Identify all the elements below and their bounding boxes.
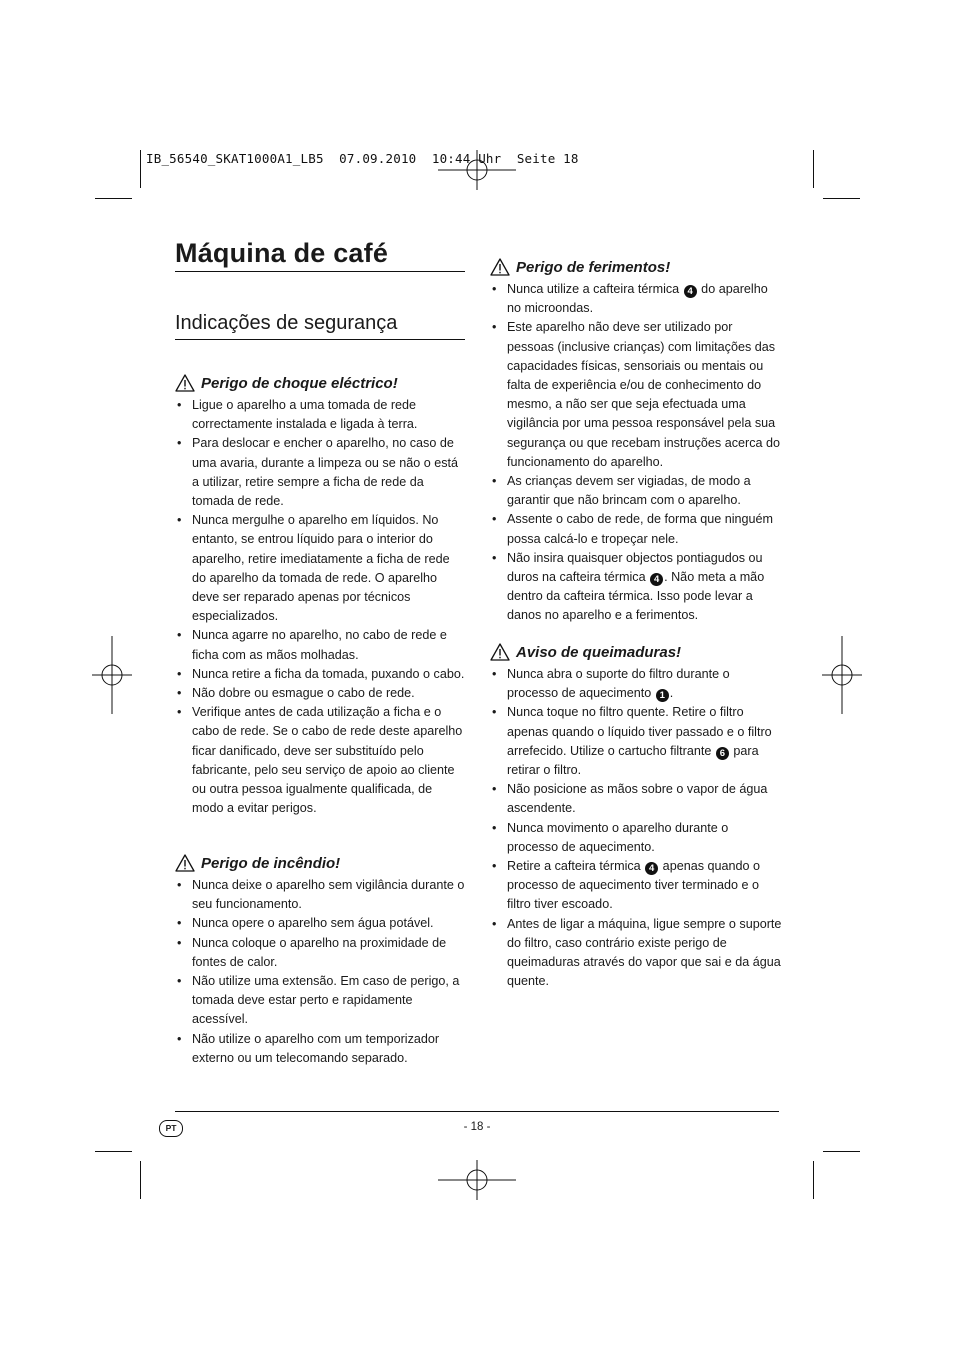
list-item: • Não posicione as mãos sobre o vapor de água ascendente. [490, 780, 782, 818]
print-header: IB_56540_SKAT1000A1_LB5 07.09.2010 10:44 Uhr Seite 18 [146, 151, 579, 166]
part-number-badge: 4 [645, 862, 658, 875]
list-item: • Nunca mergulhe o aparelho em líquidos. No entanto, se entrou líquido para o interior do aparelho, retire imediatamente a ficha de rede do aparelho da tomada de rede. O aparelho deve ser reparado apenas por técnicos especializados. [175, 511, 467, 626]
list-item: • Nunca agarre no aparelho, no cabo de rede e ficha com as mãos molhadas. [175, 626, 467, 664]
list-item: • Não utilize uma extensão. Em caso de perigo, a tomada deve estar perto e rapidamente acessível. [175, 972, 467, 1030]
list-fire [175, 876, 467, 1068]
registration-mark-bottom [438, 1160, 516, 1200]
subtitle-rule [175, 339, 465, 340]
section-title: Aviso de queimaduras! [516, 643, 682, 661]
list-item: • Nunca abra o suporte do filtro durante o processo de aquecimento 1 . [490, 665, 782, 703]
list-item: • Nunca deixe o aparelho sem vigilância durante o seu funcionamento. [175, 876, 467, 914]
warning-icon [175, 854, 195, 872]
list-item: • Não utilize o aparelho com um temporizador externo ou um telecomando separado. [175, 1030, 467, 1068]
list-electric-shock [175, 396, 467, 818]
footer-rule [175, 1111, 779, 1112]
part-number-badge: 1 [656, 689, 669, 702]
list-item: • Nunca retire a ficha da tomada, puxando o cabo. [175, 665, 467, 684]
list-item: • Não dobre ou esmague o cabo de rede. [175, 684, 467, 703]
section-injury [490, 256, 782, 626]
language-badge: PT [159, 1120, 183, 1137]
list-item: • Este aparelho não deve ser utilizado por pessoas (inclusive crianças) com limitações das capacidades físicas, sensoriais ou mentais ou falta de experiência e/ou de conhecimento do mesmo, a não ser que seja efectuada uma vigilância por uma pessoa responsável pela sua segurança ou que recebam instruções acerca do funcionamento do aparelho. [490, 318, 782, 472]
list-item: • Retire a cafteira térmica 4 apenas quando o processo de aquecimento tiver terminado e o filtro tiver escoado. [490, 857, 782, 915]
list-injury [490, 280, 782, 626]
list-item: • Nunca utilize a cafteira térmica 4 do aparelho no microondas. [490, 280, 782, 318]
registration-mark-left [92, 636, 132, 714]
page-title: Máquina de café [175, 238, 389, 268]
list-item: • Nunca opere o aparelho sem água potável. [175, 914, 467, 933]
list-item: • Ligue o aparelho a uma tomada de rede correctamente instalada e ligada à terra. [175, 396, 467, 434]
title-rule [175, 271, 465, 272]
registration-mark-top [438, 150, 516, 190]
list-item: • Para deslocar e encher o aparelho, no caso de uma avaria, durante a limpeza ou se não o está a utilizar, retire sempre a ficha de rede da tomada de rede. [175, 434, 467, 511]
part-number-badge: 4 [650, 573, 663, 586]
list-item: • Antes de ligar a máquina, ligue sempre o suporte do filtro, caso contrário existe perigo de queimaduras através do vapor que sai e da água quente. [490, 915, 782, 992]
list-item: • Nunca toque no filtro quente. Retire o filtro apenas quando o líquido tiver passado e o filtro arrefecido. Utilize o cartucho filtrante 6 para retirar o filtro. [490, 703, 782, 780]
list-item: • Verifique antes de cada utilização a ficha e o cabo de rede. Se o cabo de rede deste aparelho ficar danificado, deve ser substituído pelo fabricante, pelo seu serviço de apoio ao cliente ou outra pessoa igualmente qualificada, de modo a evitar perigos. [175, 703, 467, 818]
registration-mark-right [822, 636, 862, 714]
section-electric-shock [175, 372, 467, 818]
page-number: - 18 - [463, 1121, 491, 1133]
section-title: Perigo de incêndio! [201, 854, 341, 872]
section-heading: Indicações de segurança [175, 312, 398, 334]
warning-icon [175, 374, 195, 392]
warning-icon [490, 258, 510, 276]
list-item: • Assente o cabo de rede, de forma que ninguém possa calcá-lo e tropeçar nele. [490, 510, 782, 548]
section-title: Perigo de ferimentos! [516, 258, 671, 276]
list-item: • Não insira quaisquer objectos pontiagudos ou duros na cafteira térmica 4 . Não meta a mão dentro da cafteira térmica. Isso pode levar a danos no aparelho e a ferimentos. [490, 549, 782, 626]
list-item: • As crianças devem ser vigiadas, de modo a garantir que não brincam com o aparelho. [490, 472, 782, 510]
part-number-badge: 4 [684, 285, 697, 298]
section-burns [490, 641, 782, 991]
list-item: • Nunca coloque o aparelho na proximidade de fontes de calor. [175, 934, 467, 972]
list-item: • Nunca movimento o aparelho durante o processo de aquecimento. [490, 819, 782, 857]
list-burns [490, 665, 782, 991]
section-fire [175, 852, 467, 1068]
section-title: Perigo de choque eléctrico! [201, 374, 398, 392]
warning-icon [490, 643, 510, 661]
part-number-badge: 6 [716, 747, 729, 760]
